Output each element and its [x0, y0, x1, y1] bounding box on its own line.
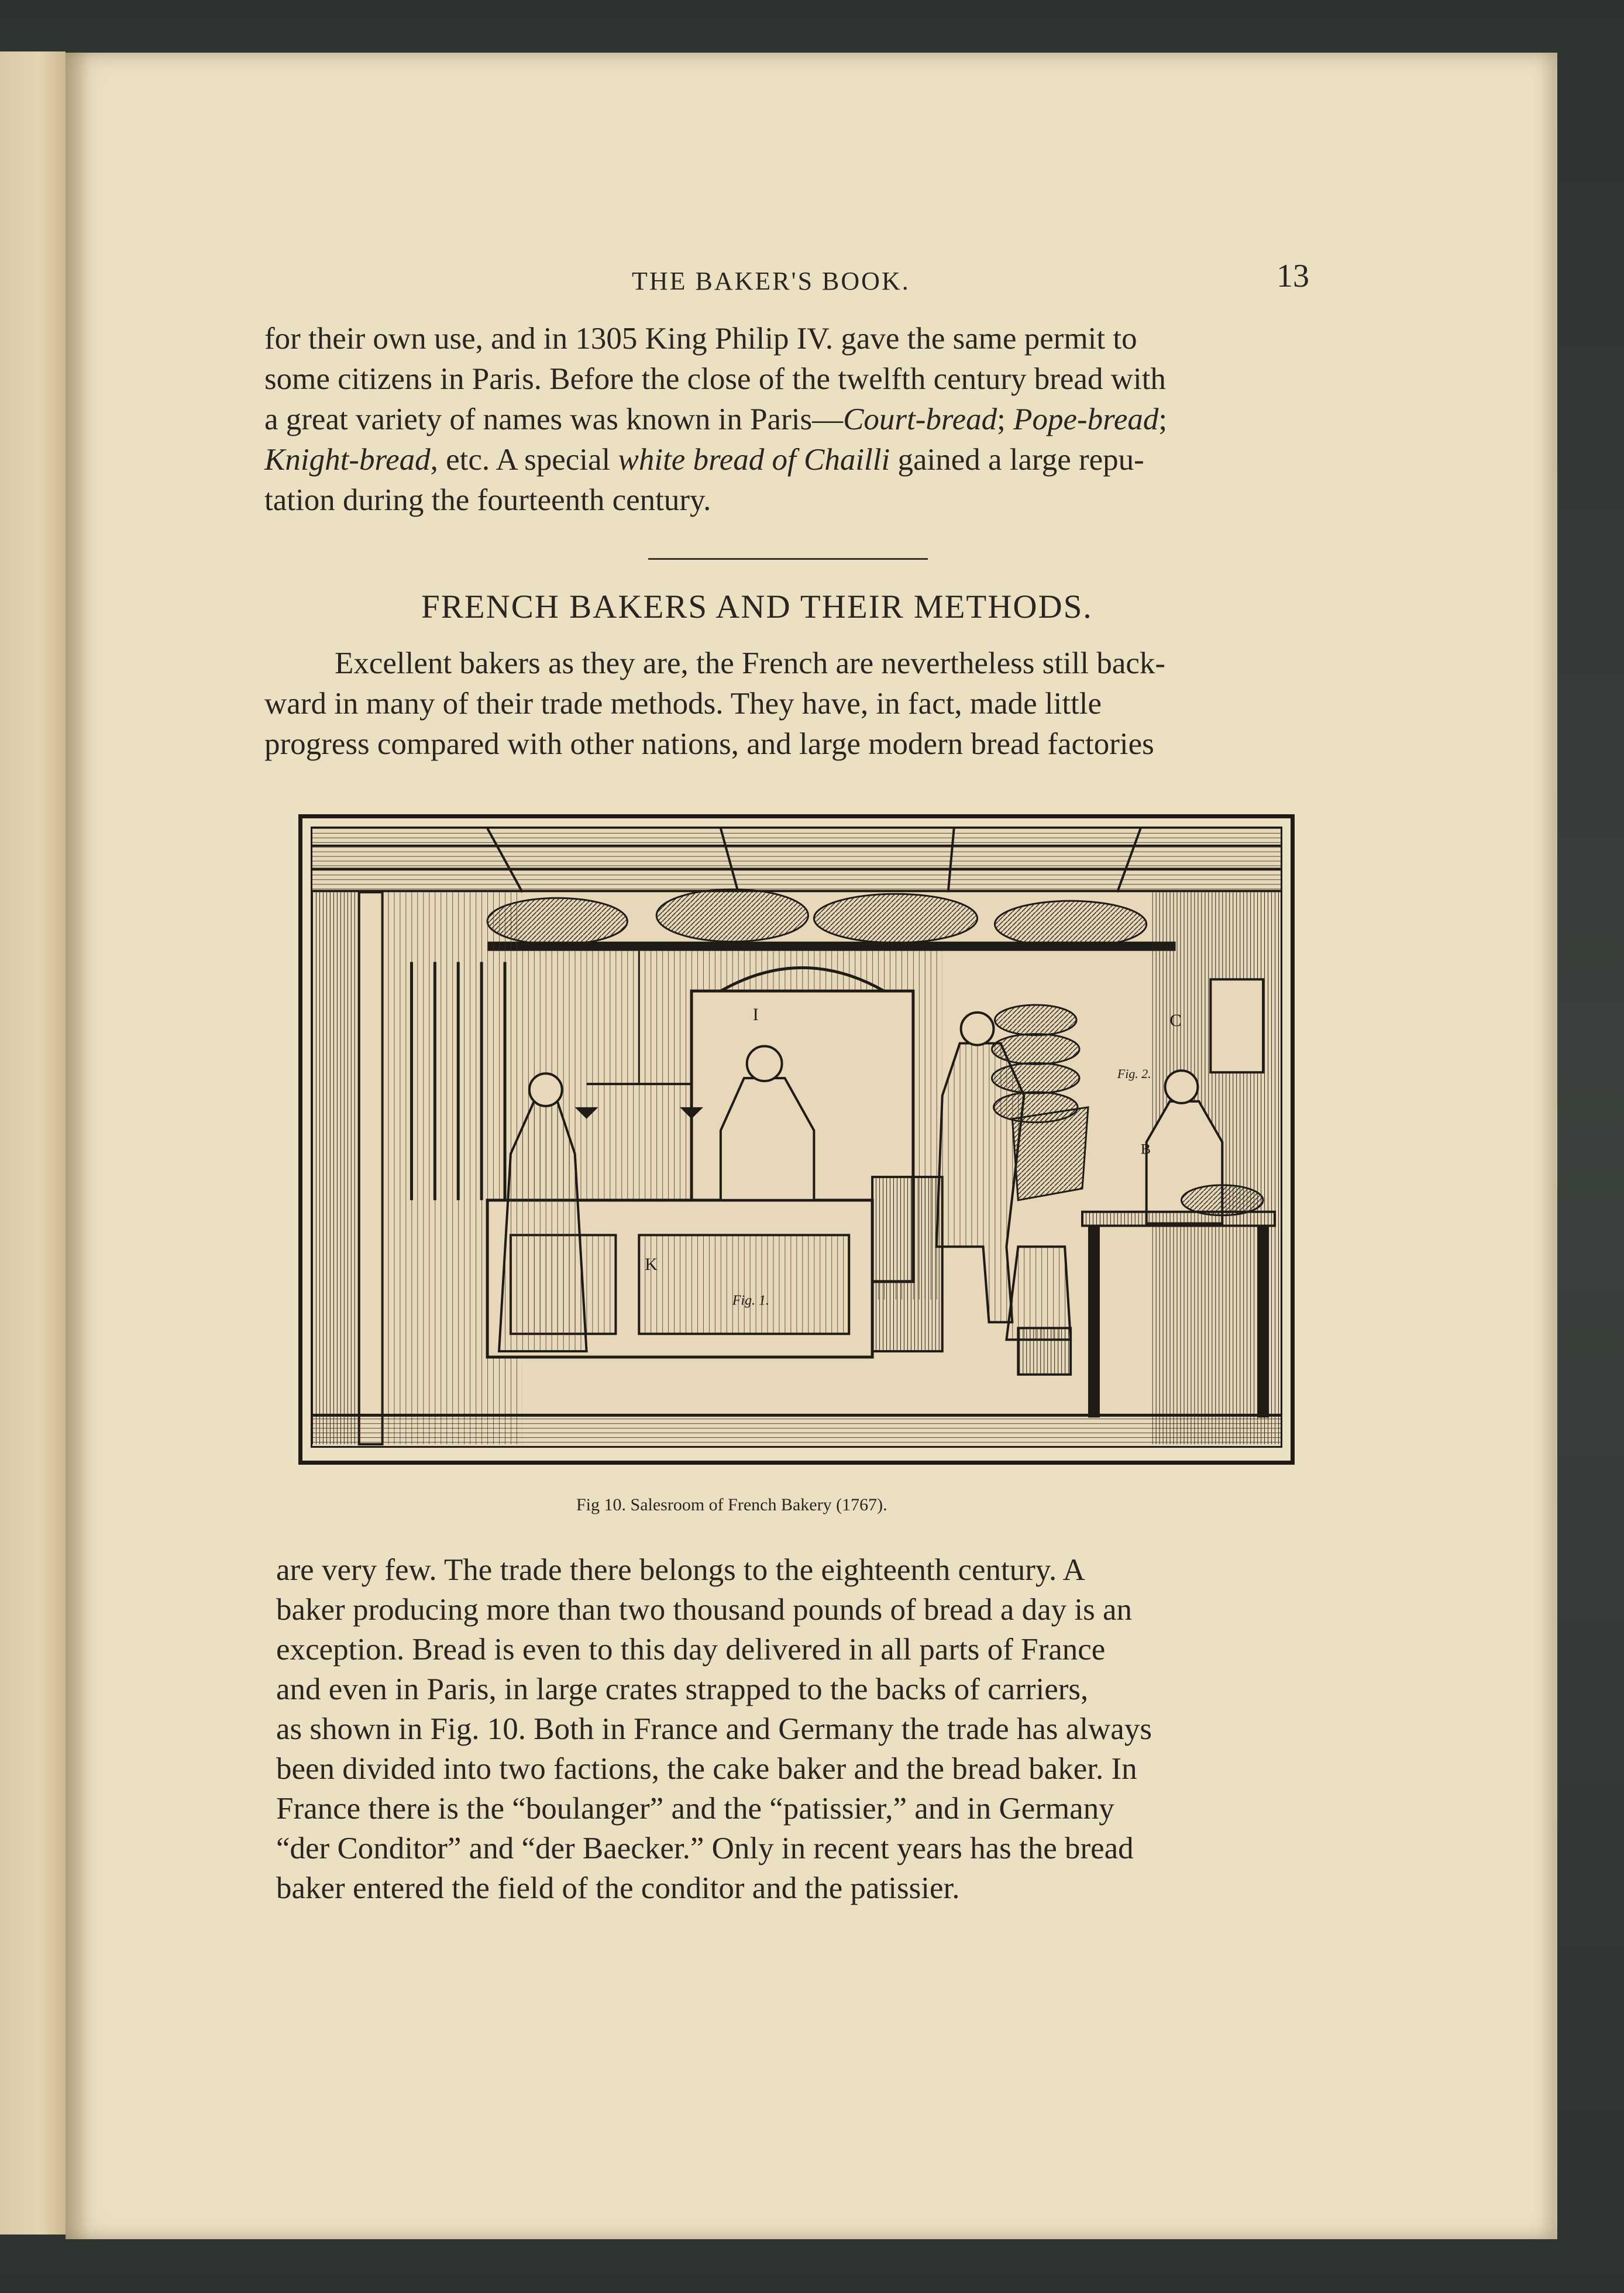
figure-caption: Fig 10. Salesroom of French Bakery (1767).	[576, 1495, 887, 1514]
text-span: , etc. A special	[430, 443, 618, 477]
paragraph-1-line	[264, 440, 1315, 480]
left-page-edge	[0, 51, 66, 2235]
paragraph-3-line: and even in Paris, in large crates strapped to the backs of carriers,	[276, 1672, 1089, 1706]
salesroom-illustration	[312, 828, 1281, 1446]
paragraph-3-line: are very few. The trade there belongs to the eighteenth century. A	[276, 1553, 1085, 1587]
text-span: gained a large repu-	[890, 443, 1144, 477]
paragraph-2-line: ward in many of their trade methods. They have, in fact, made little	[264, 687, 1102, 721]
paragraph-3-line: baker entered the field of the conditor and the patissier.	[276, 1871, 960, 1905]
paragraph-1-line: for their own use, and in 1305 King Philip IV. gave the same permit to	[264, 322, 1137, 356]
text-span: a great variety of names was known in Paris—	[264, 402, 844, 436]
running-title: THE BAKER'S BOOK.	[632, 267, 910, 295]
paragraph-3-line: been divided into two factions, the cake baker and the bread baker. In	[276, 1752, 1137, 1786]
figure-label-i: I	[752, 1004, 759, 1024]
figure-label-c: C	[1169, 1010, 1182, 1030]
italic-term: white bread of Chailli	[618, 443, 890, 477]
page-gutter	[66, 53, 89, 2239]
italic-term: Knight-bread	[264, 443, 431, 477]
paragraph-1-line: some citizens in Paris. Before the close of the twelfth century bread with	[264, 362, 1166, 396]
paragraph-3-line: “der Conditor” and “der Baecker.” Only in recent years has the bread	[276, 1831, 1134, 1865]
paragraph-1-line	[264, 400, 1315, 440]
paragraph-3-line: exception. Bread is even to this day delivered in all parts of France	[276, 1633, 1106, 1667]
section-divider	[648, 558, 928, 560]
paragraph-3-line: baker producing more than two thousand pounds of bread a day is an	[276, 1593, 1133, 1627]
page-number: 13	[1277, 258, 1309, 294]
italic-term: Pope-bread	[1013, 402, 1159, 436]
bakery-engraving	[298, 814, 1295, 1465]
paragraph-1-line: tation during the fourteenth century.	[264, 483, 711, 517]
paragraph-2-line: progress compared with other nations, and large modern bread factories	[264, 727, 1154, 761]
paragraph-2	[264, 643, 1322, 765]
engraving-frame	[311, 827, 1282, 1448]
text-span: ;	[1158, 402, 1168, 436]
text-span: ;	[997, 402, 1014, 436]
paragraph-3	[276, 1550, 1329, 1908]
italic-term: Court-bread	[843, 402, 997, 436]
figure-label-k: K	[645, 1255, 658, 1274]
paragraph-2-line: Excellent bakers as they are, the French are nevertheless still back-	[335, 646, 1166, 680]
paragraph-3-line: as shown in Fig. 10. Both in France and Germany the trade has always	[276, 1712, 1152, 1746]
paragraph-3-line: France there is the “boulanger” and the “patissier,” and in Germany	[276, 1792, 1114, 1826]
figure-label-fig2: Fig. 2.	[1117, 1066, 1151, 1082]
paragraph-1	[264, 319, 1315, 521]
figure-label-fig1: Fig. 1.	[732, 1293, 769, 1309]
figure-label-b: B	[1140, 1140, 1151, 1158]
section-heading: FRENCH BAKERS AND THEIR METHODS.	[421, 588, 1093, 625]
